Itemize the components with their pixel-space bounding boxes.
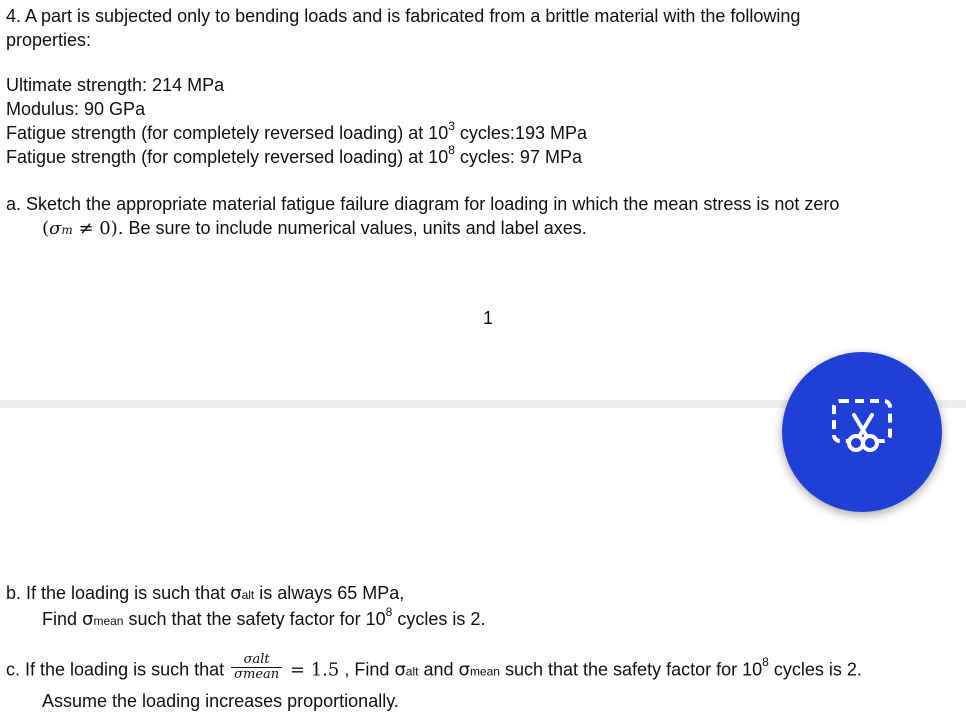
part-b-cycles: cycles is 2. <box>392 609 486 629</box>
ratio-value: = 1.5 <box>284 659 340 681</box>
part-c-text: c. If the loading is such that <box>6 659 230 680</box>
sigma-mean-subscript: mean <box>93 614 124 628</box>
screen-snip-button[interactable] <box>782 352 942 512</box>
fatigue-1-text: Fatigue strength (for completely reversed loading) at 10 <box>6 123 449 143</box>
not-equal-zero: ≠ 0). <box>72 218 124 239</box>
fatigue-strength-1 <box>6 121 587 145</box>
question-line-1: 4. A part is subjected only to bending loads and is fabricated from a brittle material with the following <box>6 6 801 26</box>
fatigue-2-exponent: 8 <box>448 143 455 157</box>
part-b-line-2 <box>42 607 485 633</box>
and-text: and <box>418 659 459 680</box>
question-line-2: properties: <box>6 30 92 50</box>
part-a-line-1: a. Sketch the appropriate material fatigue failure diagram for loading in which the mean stress is not zero <box>6 194 840 214</box>
part-a-line-2 <box>42 216 587 242</box>
part-c-condition: such that the safety factor for 10 <box>499 659 763 680</box>
sigma-alt-symbol-c: σ <box>394 659 406 681</box>
screen-snip-icon <box>826 397 898 467</box>
paren: ( <box>42 218 50 239</box>
part-b-line-1 <box>6 581 404 607</box>
part-a-instructions: Be sure to include numerical values, units and label axes. <box>123 218 587 238</box>
sigma-mean-subscript-c: mean <box>469 664 500 679</box>
part-c-line-2: Assume the loading increases proportionally. <box>42 691 399 711</box>
part-c-find: , Find <box>339 659 395 680</box>
fraction-denominator: σmean <box>234 667 280 682</box>
modulus: Modulus: 90 GPa <box>6 99 146 119</box>
sigma-alt-subscript-c: alt <box>405 664 419 679</box>
fatigue-2-text: Fatigue strength (for completely reversed loading) at 10 <box>6 147 449 167</box>
part-c-line-1 <box>6 652 862 685</box>
fatigue-2-value: cycles: 97 MPa <box>454 147 582 167</box>
sigma-symbol: σ <box>49 218 62 239</box>
sigma-subscript: m <box>61 223 73 237</box>
fraction-numerator: σalt <box>231 653 282 668</box>
fatigue-1-value: cycles:193 MPa <box>454 123 587 143</box>
sigma-mean-symbol: σ <box>82 609 94 630</box>
part-c-exponent: 8 <box>762 655 769 670</box>
part-b-text: b. If the loading is such that <box>6 583 231 603</box>
part-b-condition: such that the safety factor for 10 <box>123 609 386 629</box>
sigma-alt-subscript: alt <box>241 588 255 602</box>
ultimate-strength: Ultimate strength: 214 MPa <box>6 75 225 95</box>
part-b-exponent: 8 <box>385 605 393 619</box>
fatigue-strength-2 <box>6 145 582 169</box>
page-number: 1 <box>483 308 494 328</box>
part-c-cycles: cycles is 2. <box>768 659 862 680</box>
fatigue-1-exponent: 3 <box>448 119 455 133</box>
sigma-alt-symbol: σ <box>230 583 242 604</box>
part-b-value: is always 65 MPa, <box>254 583 405 603</box>
part-b-find: Find <box>42 609 83 629</box>
sigma-mean-symbol-c: σ <box>458 659 470 681</box>
stress-ratio-fraction <box>231 653 282 682</box>
